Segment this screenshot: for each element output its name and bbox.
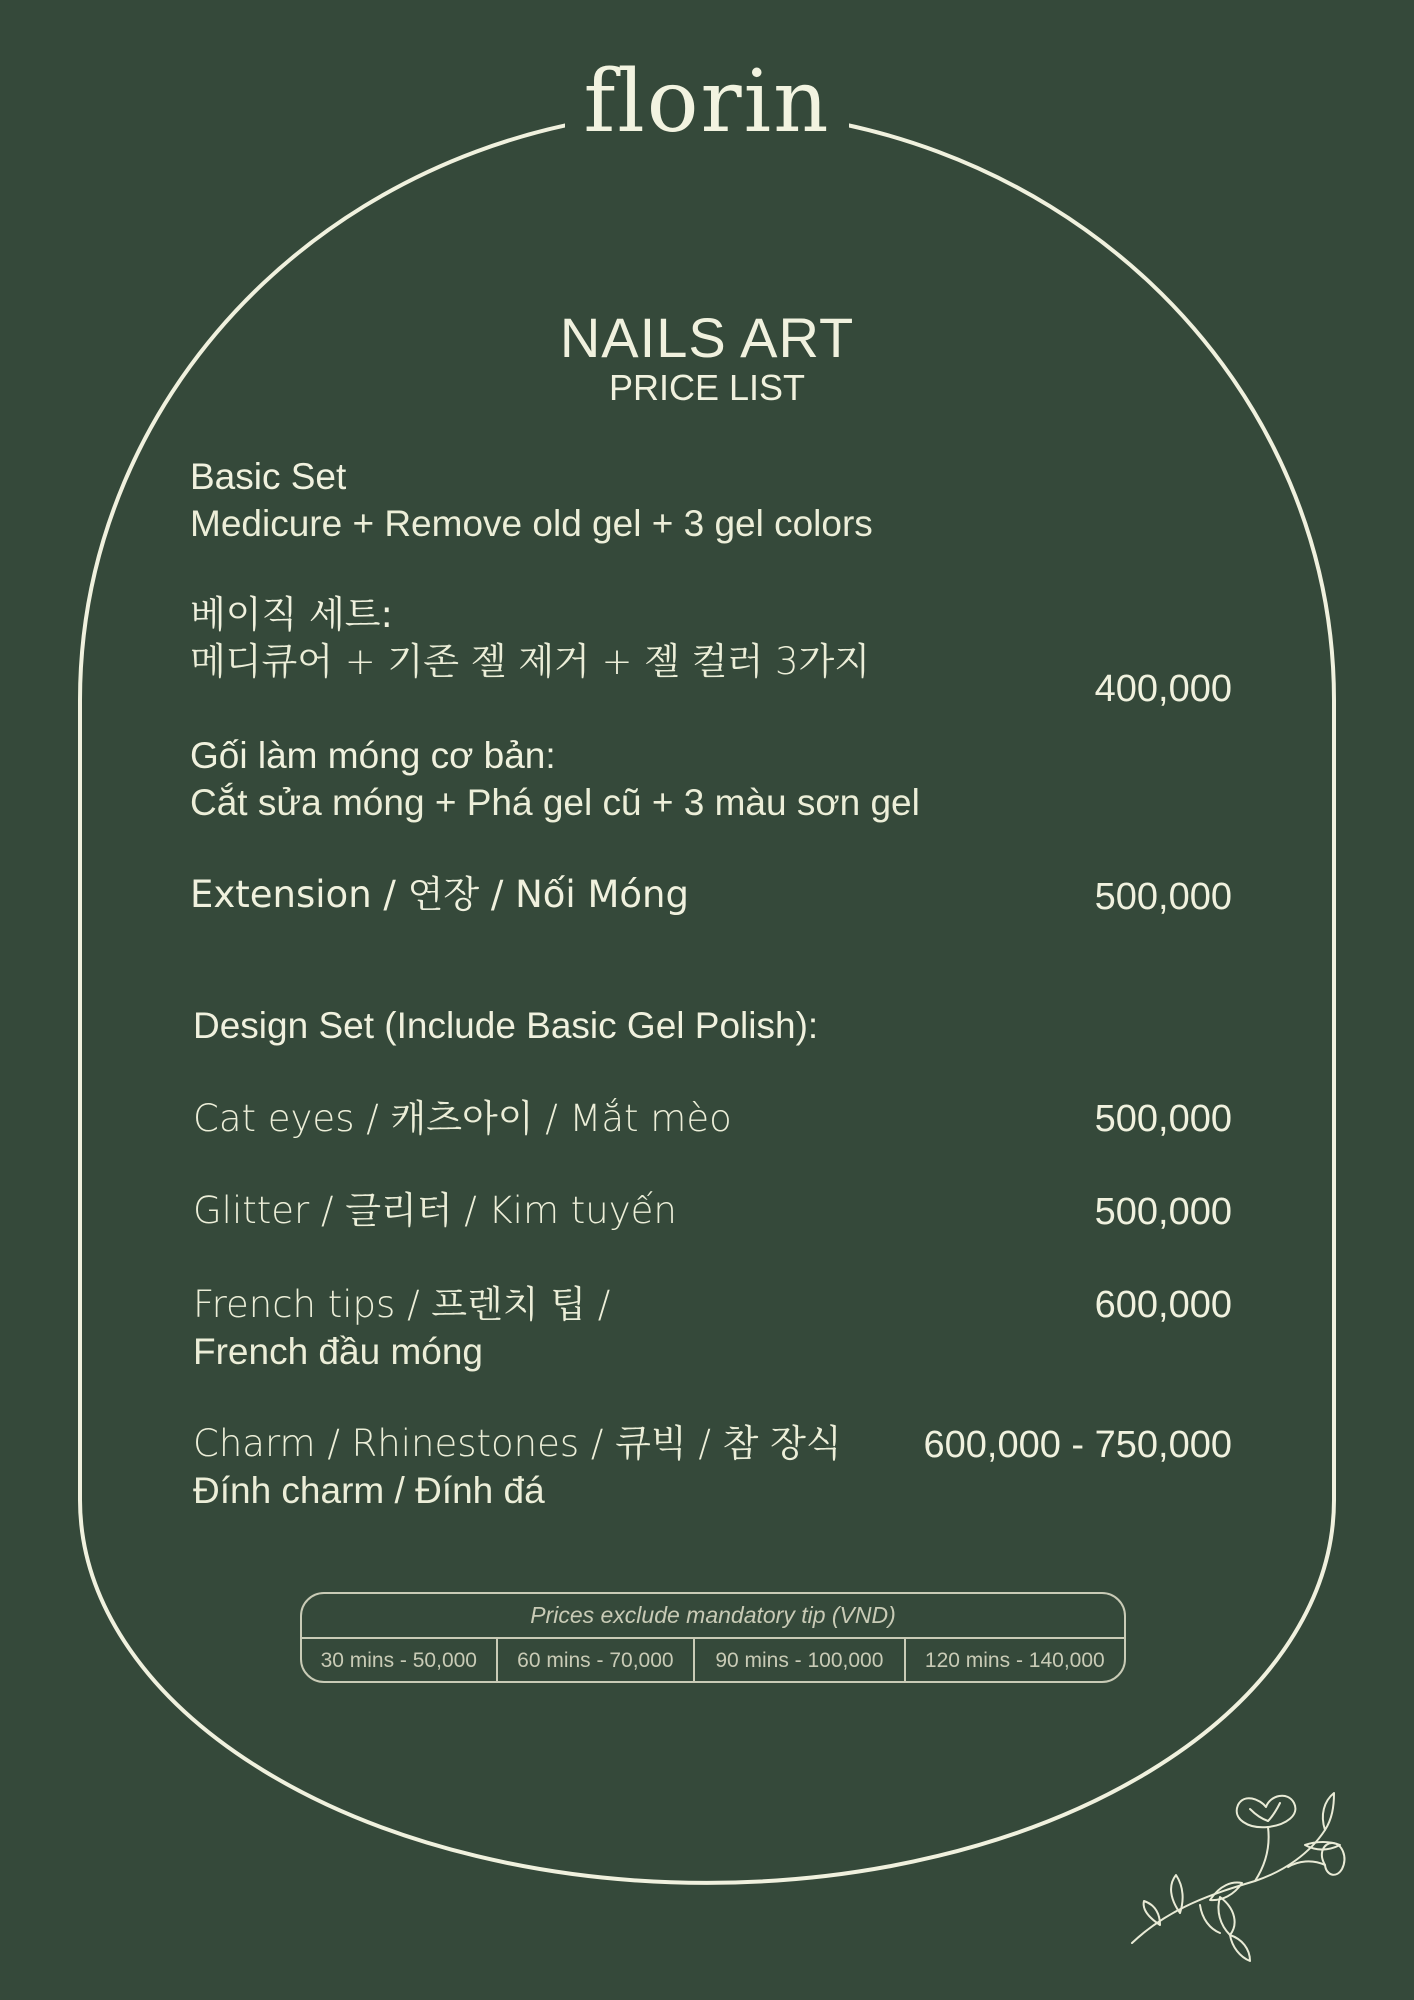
basic-set-desc-vn: Cắt sửa móng + Phá gel cũ + 3 màu sơn gel <box>190 782 920 823</box>
basic-set-title-vn: Gối làm móng cơ bản: <box>190 735 556 776</box>
extension-price: 500,000 <box>1094 876 1232 918</box>
basic-set-title-en: Basic Set <box>190 456 347 497</box>
design-item-charm-price: 600,000 - 750,000 <box>923 1424 1232 1466</box>
design-set-heading: Design Set (Include Basic Gel Polish): <box>193 1005 819 1046</box>
design-item-cat-eyes-price: 500,000 <box>1094 1098 1232 1140</box>
design-item-cat-eyes: Cat eyes / 캐츠아이 / Mắt mèo <box>193 1097 732 1140</box>
tip-cell-60: 60 mins - 70,000 <box>496 1639 694 1683</box>
tip-cell-90: 90 mins - 100,000 <box>693 1639 903 1683</box>
tip-cell-30: 30 mins - 50,000 <box>320 1649 477 1672</box>
basic-set-desc-kr: 메디큐어 + 기존 젤 제거 + 젤 컬러 3가지 <box>190 640 871 683</box>
tip-table-row <box>302 1639 1124 1683</box>
tip-table <box>300 1592 1126 1683</box>
page-title: NAILS ART <box>559 306 855 369</box>
design-item-french-tips-line2: French đầu móng <box>193 1331 484 1372</box>
basic-set-price: 400,000 <box>1094 668 1232 710</box>
design-item-charm: Charm / Rhinestones / 큐빅 / 참 장식 <box>193 1422 842 1465</box>
tip-table-heading: Prices exclude mandatory tip (VND) <box>302 1594 1124 1639</box>
design-item-french-tips-price: 600,000 <box>1094 1284 1232 1326</box>
design-item-glitter: Glitter / 글리터 / Kim tuyến <box>193 1189 677 1232</box>
design-item-charm-line2: Đính charm / Đính đá <box>193 1470 545 1511</box>
page-subtitle: PRICE LIST <box>608 367 806 408</box>
design-item-french-tips: French tips / 프렌치 팁 / <box>193 1283 611 1326</box>
basic-set-desc-en: Medicure + Remove old gel + 3 gel colors <box>190 503 873 544</box>
basic-set-title-kr: 베이직 세트: <box>190 593 393 636</box>
extension-label: Extension / 연장 / Nối Móng <box>190 873 689 916</box>
tip-cell-120: 120 mins - 140,000 <box>904 1639 1124 1683</box>
design-item-glitter-price: 500,000 <box>1094 1191 1232 1233</box>
brand-logo: florin <box>0 52 1414 152</box>
flower-illustration <box>1120 1785 1350 1970</box>
